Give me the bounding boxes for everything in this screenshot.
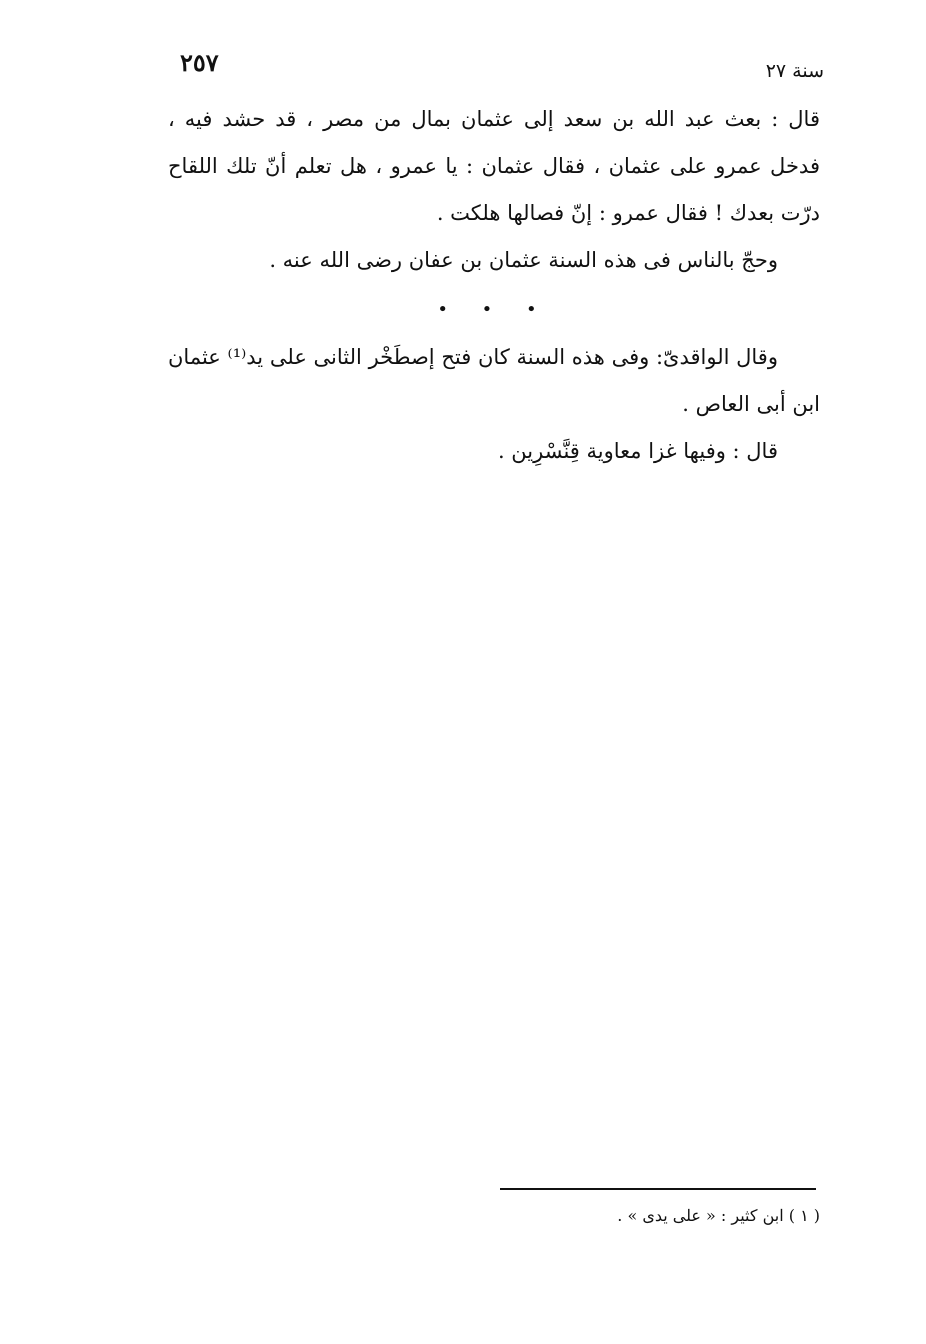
paragraph-3: وقال الواقدىّ: وفى هذه السنة كان فتح إصطَخْر الثانى على يد⁽¹⁾ عثمان ابن أبى العاص . — [168, 345, 820, 416]
section-separator: • • • — [437, 299, 551, 320]
paragraph-1: قال : بعث عبد الله بن سعد إلى عثمان بمال من مصر ، قد حشد فيه ، فدخل عمرو على عثمان ، فقال عثمان : يا عمرو ، هل تعلم أنّ تلك اللقاح درّت بعدك ! فقال عمرو : إنّ فصالها هلكت . — [168, 107, 820, 225]
paragraph-2: وحجّ بالناس فى هذه السنة عثمان بن عفان رضى الله عنه . — [269, 248, 778, 272]
footnote: ( ١ ) ابن كثير : « على يدى » . — [617, 1206, 820, 1225]
running-head: سنة ٢٧ — [765, 60, 824, 82]
page-header — [176, 44, 824, 88]
footnote-divider — [500, 1188, 816, 1190]
page-number: ٢٥٧ — [180, 48, 219, 77]
paragraph-4: قال : وفيها غزا معاوية قِنَّسْرِين . — [497, 439, 778, 463]
main-text — [168, 96, 820, 475]
